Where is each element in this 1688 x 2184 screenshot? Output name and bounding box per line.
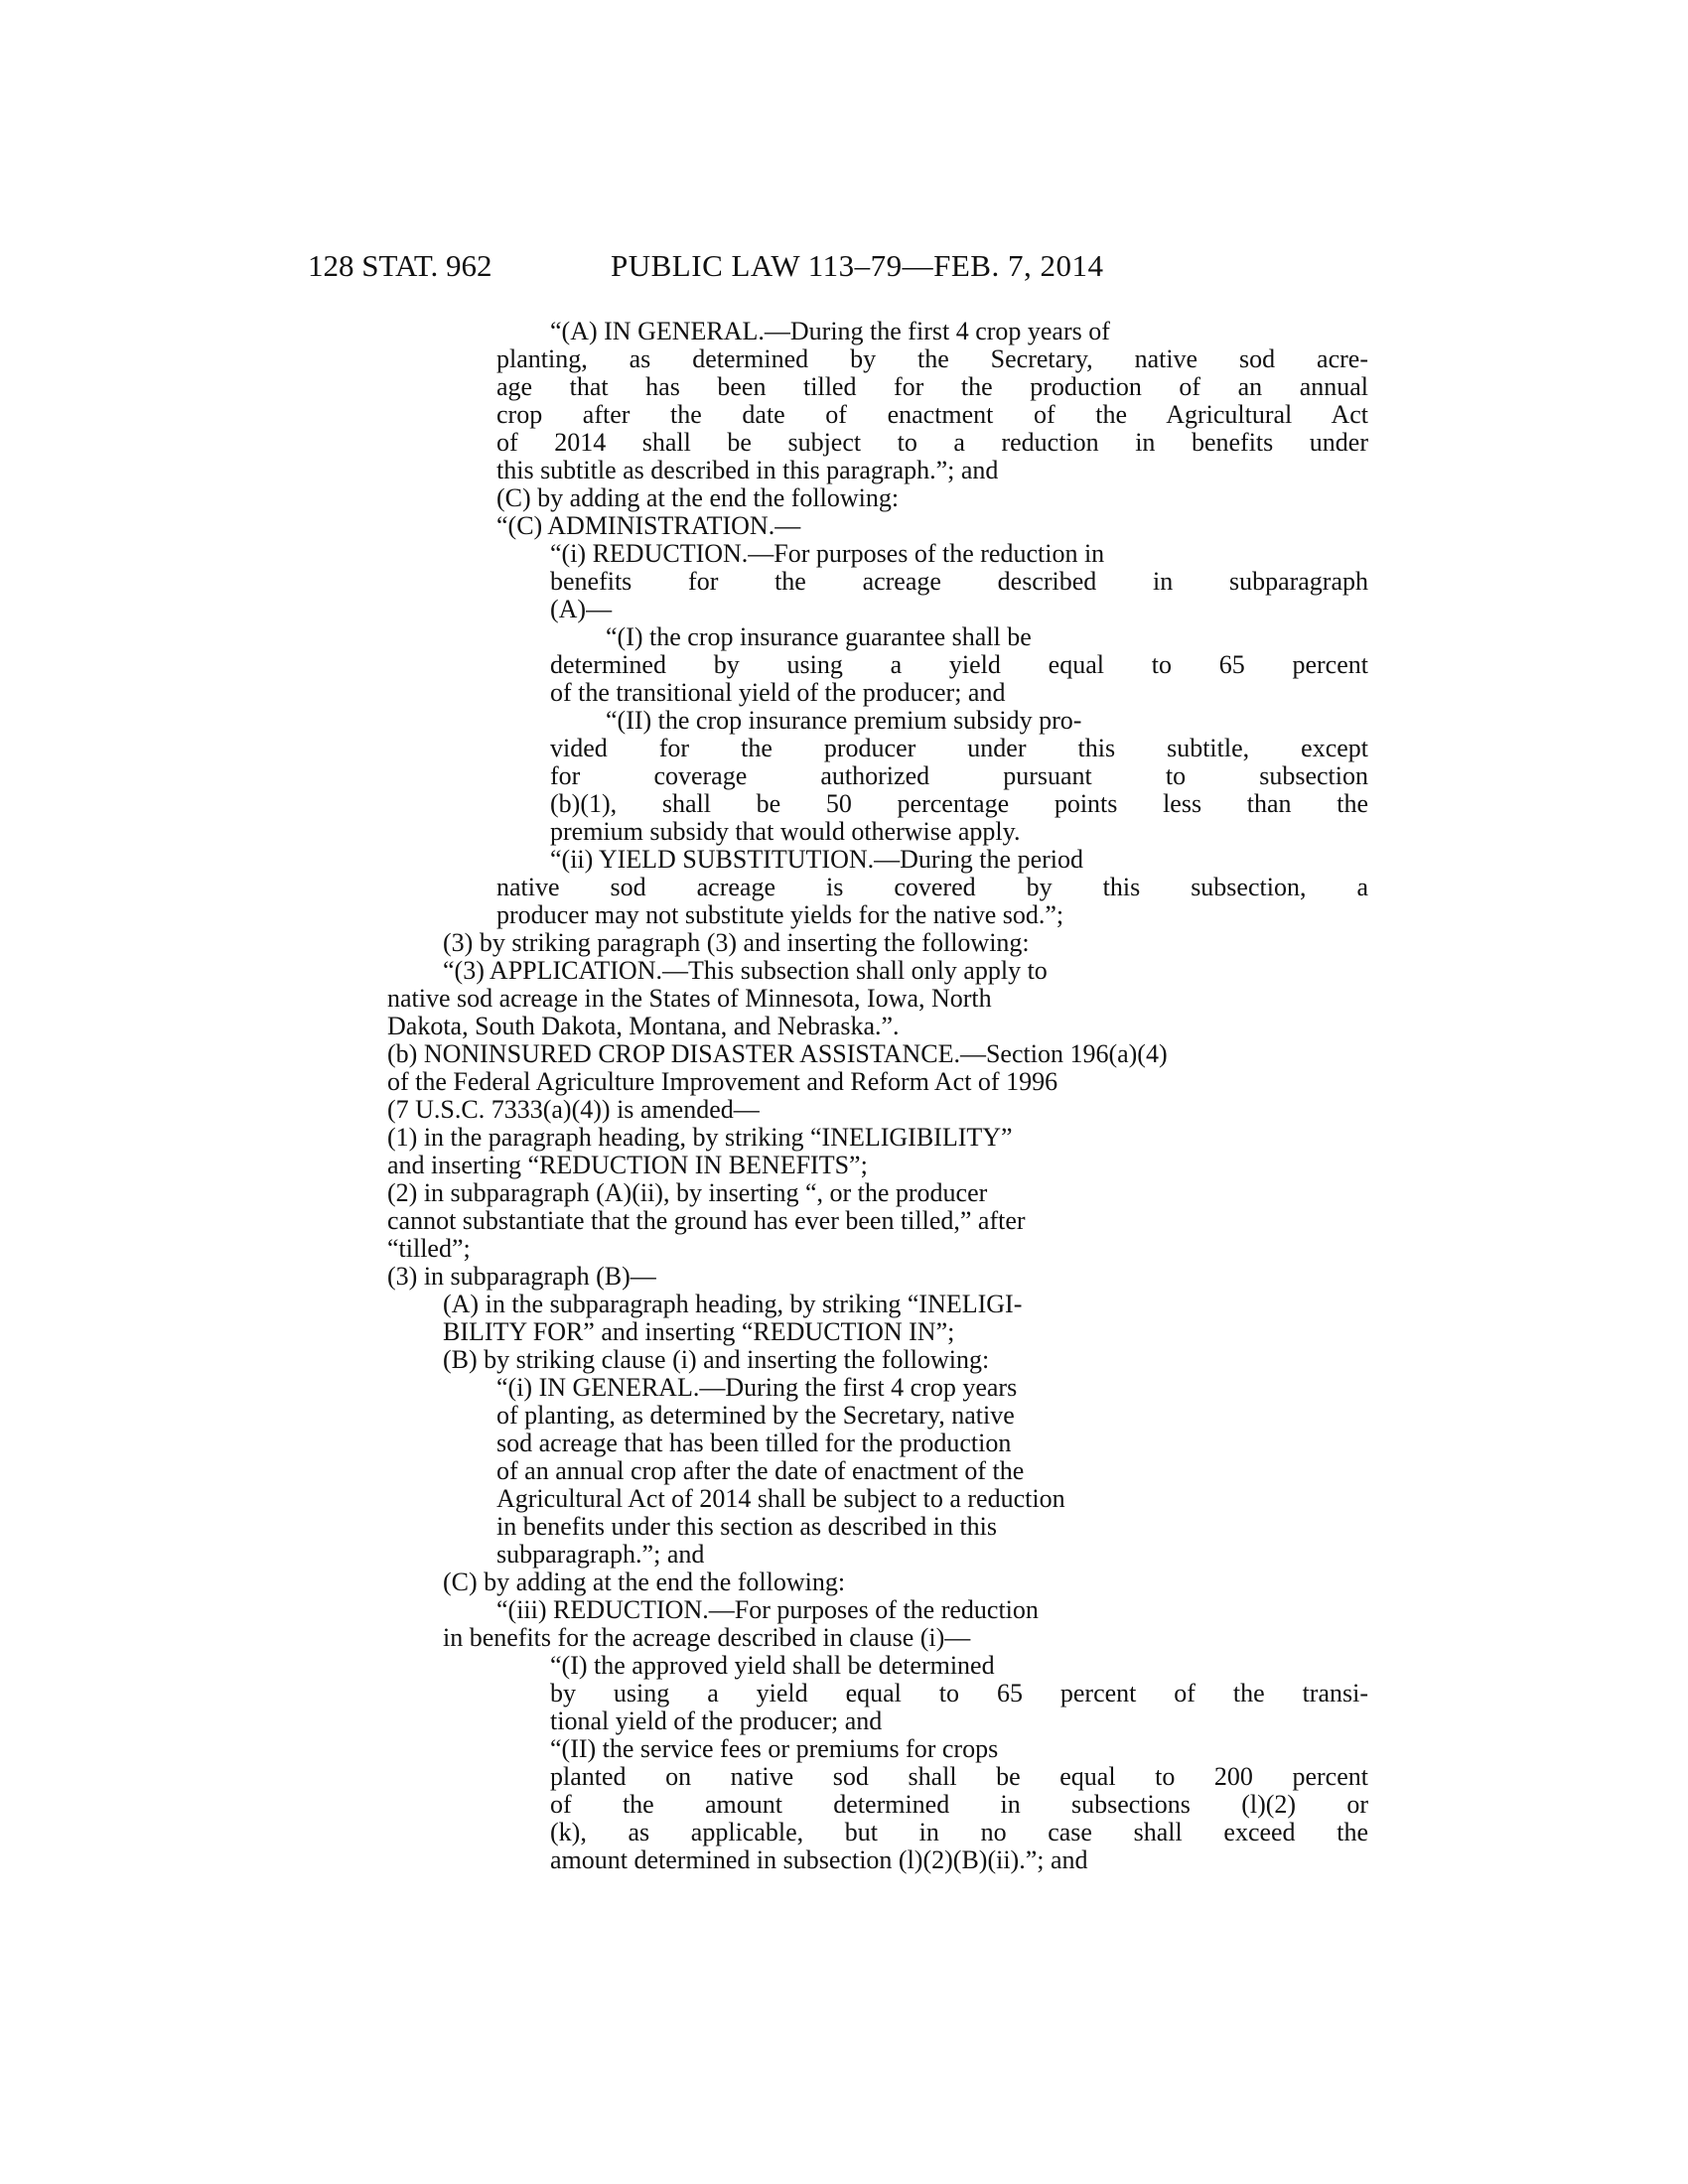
text-line: native sod acreage in the States of Minnesota, Iowa, North: [387, 984, 992, 1013]
text-line: “(A) IN GENERAL.—During the first 4 crop years of: [550, 317, 1110, 345]
text-line: premium subsidy that would otherwise apply.: [550, 817, 1021, 846]
text-line: producer may not substitute yields for the native sod.”;: [496, 900, 1064, 929]
text-line: age that has been tilled for the production of an annual: [496, 372, 1368, 401]
text-line: (A)—: [550, 595, 613, 623]
text-line: crop after the date of enactment of the Agricultural Act: [496, 400, 1368, 429]
text-line: (3) in subparagraph (B)—: [387, 1262, 656, 1291]
text-line: of the amount determined in subsections (l)(2) or: [550, 1790, 1368, 1819]
text-line: amount determined in subsection (l)(2)(B)(ii).”; and: [550, 1845, 1088, 1874]
text-line: by using a yield equal to 65 percent of the transi-: [550, 1679, 1368, 1707]
text-line: “(3) APPLICATION.—This subsection shall only apply to: [443, 956, 1048, 985]
text-line: and inserting “REDUCTION IN BENEFITS”;: [387, 1151, 868, 1179]
text-line: “(I) the crop insurance guarantee shall be: [606, 622, 1032, 651]
text-line: (B) by striking clause (i) and inserting the following:: [443, 1345, 990, 1374]
text-line: tional yield of the producer; and: [550, 1706, 883, 1735]
statute-page-reference: 128 STAT. 962: [308, 248, 492, 283]
text-line: of planting, as determined by the Secretary, native: [496, 1401, 1015, 1430]
text-line: “(ii) YIELD SUBSTITUTION.—During the period: [550, 845, 1083, 874]
text-line: (A) in the subparagraph heading, by striking “INELIGI-: [443, 1290, 1023, 1318]
text-line: planting, as determined by the Secretary, native sod acre-: [496, 344, 1368, 373]
text-line: (b)(1), shall be 50 percentage points less than the: [550, 789, 1368, 818]
text-line: “(II) the service fees or premiums for crops: [550, 1734, 999, 1763]
text-line: in benefits under this section as described in this: [496, 1512, 998, 1541]
document-body: [387, 317, 1368, 1874]
text-line: (b) NONINSURED CROP DISASTER ASSISTANCE.—Section 196(a)(4): [387, 1039, 1168, 1068]
text-line: Dakota, South Dakota, Montana, and Nebraska.”.: [387, 1012, 900, 1040]
text-line: of the transitional yield of the producer; and: [550, 678, 1006, 707]
text-line: of an annual crop after the date of enactment of the: [496, 1456, 1025, 1485]
text-line: BILITY FOR” and inserting “REDUCTION IN”;: [443, 1317, 955, 1346]
text-line: “(I) the approved yield shall be determined: [550, 1651, 995, 1680]
text-line: Agricultural Act of 2014 shall be subject to a reduction: [496, 1484, 1065, 1513]
text-line: benefits for the acreage described in subparagraph: [550, 567, 1368, 596]
text-line: for coverage authorized pursuant to subsection: [550, 761, 1368, 790]
page-header: [0, 248, 1688, 288]
text-line: determined by using a yield equal to 65 percent: [550, 650, 1368, 679]
text-line: “(i) IN GENERAL.—During the first 4 crop years: [496, 1373, 1018, 1402]
text-line: “(iii) REDUCTION.—For purposes of the reduction: [496, 1595, 1039, 1624]
text-line: (2) in subparagraph (A)(ii), by inserting “, or the producer: [387, 1178, 988, 1207]
text-line: this subtitle as described in this paragraph.”; and: [496, 456, 999, 484]
text-line: “(i) REDUCTION.—For purposes of the reduction in: [550, 539, 1105, 568]
text-line: of the Federal Agriculture Improvement and Reform Act of 1996: [387, 1067, 1058, 1096]
text-line: (k), as applicable, but in no case shall exceed the: [550, 1818, 1368, 1846]
text-line: in benefits for the acreage described in clause (i)—: [443, 1623, 971, 1652]
text-line: native sod acreage is covered by this subsection, a: [496, 873, 1368, 901]
text-line: vided for the producer under this subtitle, except: [550, 734, 1368, 762]
text-line: planted on native sod shall be equal to 200 percent: [550, 1762, 1368, 1791]
text-line: “(II) the crop insurance premium subsidy pro-: [606, 706, 1082, 735]
text-line: (3) by striking paragraph (3) and inserting the following:: [443, 928, 1030, 957]
text-line: (1) in the paragraph heading, by striking “INELIGIBILITY”: [387, 1123, 1013, 1152]
text-line: “tilled”;: [387, 1234, 471, 1263]
text-line: (C) by adding at the end the following:: [496, 483, 900, 512]
text-line: (7 U.S.C. 7333(a)(4)) is amended—: [387, 1095, 760, 1124]
text-line: sod acreage that has been tilled for the production: [496, 1429, 1012, 1457]
text-line: subparagraph.”; and: [496, 1540, 705, 1569]
text-line: “(C) ADMINISTRATION.—: [496, 511, 801, 540]
text-line: (C) by adding at the end the following:: [443, 1568, 846, 1596]
text-line: of 2014 shall be subject to a reduction in benefits under: [496, 428, 1368, 457]
text-line: cannot substantiate that the ground has ever been tilled,” after: [387, 1206, 1026, 1235]
running-head: PUBLIC LAW 113–79—FEB. 7, 2014: [611, 248, 1104, 283]
